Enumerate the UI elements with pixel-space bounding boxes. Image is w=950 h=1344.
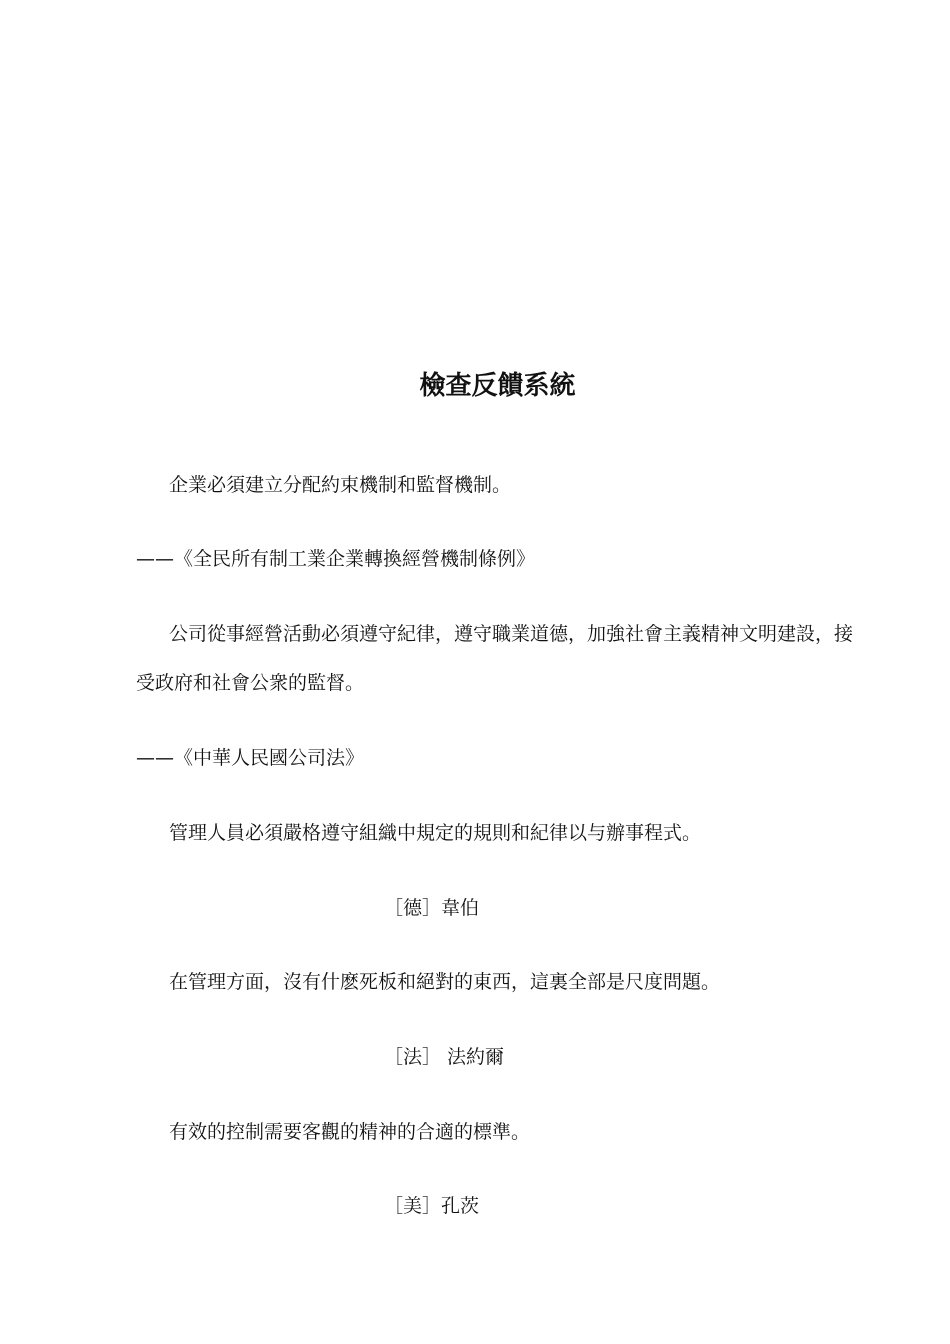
quote-2-source: ——《中華人民國公司法》 [136, 747, 365, 769]
quote-3: 管理人員必須嚴格遵守組織中規定的規則和紀律以与辦事程式。 [169, 822, 702, 844]
quote-4: 在管理方面，沒有什麽死板和絕對的東西，這裏全部是尺度問題。 [169, 971, 721, 993]
quote-5-author: ［美］孔茨 [384, 1195, 480, 1217]
quote-3-author: ［德］韋伯 [384, 897, 480, 919]
quote-4-author: ［法］ 法約爾 [384, 1046, 505, 1068]
quote-2-line-1: 公司從事經營活動必須遵守紀律，遵守職業道德，加強社會主義精神文明建設，接 [169, 623, 854, 645]
quote-2-line-2: 受政府和社會公衆的監督。 [136, 672, 365, 694]
quote-5: 有效的控制需要客觀的精神的合適的標準。 [169, 1121, 531, 1143]
quote-1-source: ——《全民所有制工業企業轉換經營機制條例》 [136, 548, 536, 570]
page-title: 檢查反饋系統 [419, 371, 576, 401]
quote-1: 企業必須建立分配約束機制和監督機制。 [169, 474, 512, 496]
